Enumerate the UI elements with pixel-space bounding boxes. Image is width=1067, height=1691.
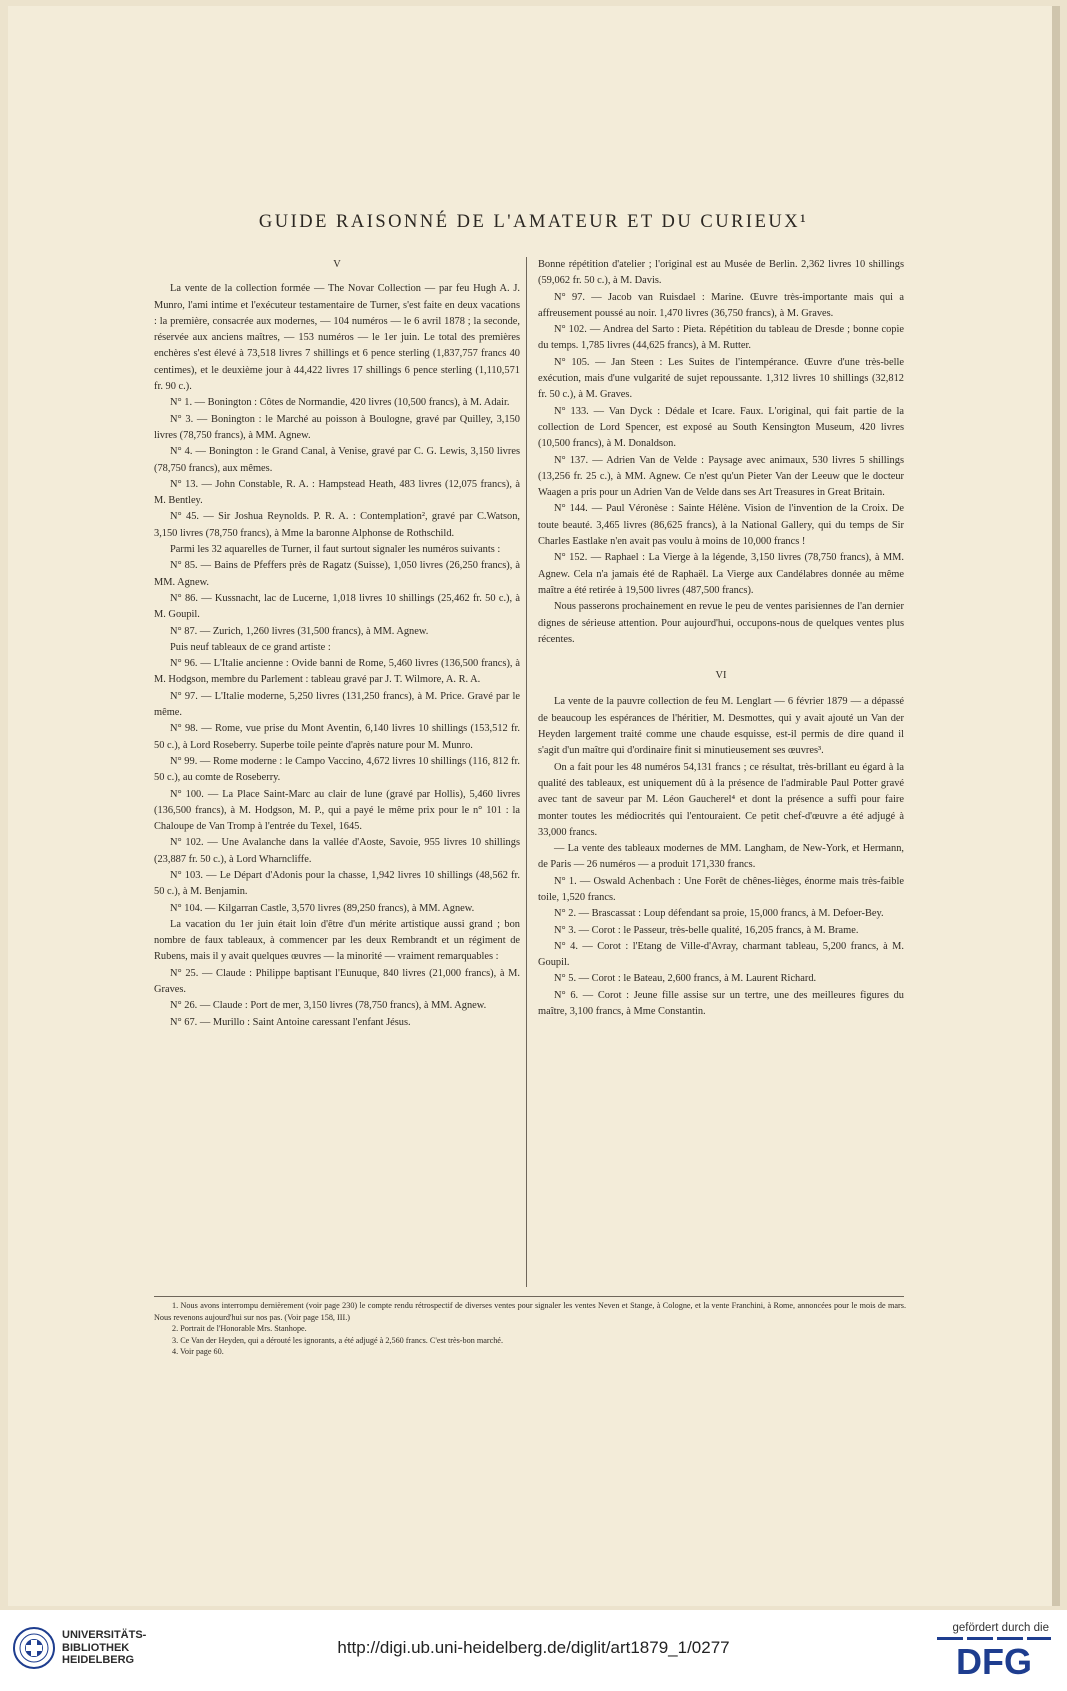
footnote: 1. Nous avons interrompu dernièrement (voir page 230) le compte rendu rétrospectif de diverses ventes pour signaler les ventes Neven et Stange, à Cologne, et la vente Franchini, à Rome, annoncées pour le mois de mars. Nous revenons aujourd'hui sur nos pas. (Voir page 158, III.) xyxy=(154,1301,906,1322)
paragraph: On a fait pour les 48 numéros 54,131 francs ; ce résultat, très-brillant eu égard à la qualité des tableaux, est uniquement dû à la présence de l'admirable Paul Potter gravé avec tant de saveur par M. Léon Gaucherel⁴ et dont la présence a suffi pour faire monter toutes les médiocrités qui l'entouraient. Ce petit chef-d'œuvre a été adjugé à 33,000 francs. xyxy=(538,761,904,838)
paragraph: N° 26. — Claude : Port de mer, 3,150 livres (78,750 francs), à MM. Agnew. xyxy=(170,1000,487,1012)
paragraph: N° 152. — Raphael : La Vierge à la légende, 3,150 livres (78,750 francs), à MM. Agnew. Cela n'a jamais été de Raphaël. La Vierge aux Candélabres donnée au même maître a été retirée à 19,500 livres (487,500 francs). xyxy=(538,552,904,596)
viewer-footer xyxy=(0,1610,1067,1691)
paragraph: N° 98. — Rome, vue prise du Mont Aventin, 6,140 livres 10 shillings (153,512 fr. 50 c.), à Lord Roseberry. Superbe toile peinte d'après nature pour M. Munro. xyxy=(154,723,520,751)
paragraph: N° 97. — Jacob van Ruisdael : Marine. Œuvre très-importante mais qui a affreusement poussé au noir. 1,470 livres (36,750 francs), à M. Graves. xyxy=(538,291,904,319)
paragraph: N° 25. — Claude : Philippe baptisant l'Eunuque, 840 livres (21,000 francs), à M. Graves. xyxy=(154,967,520,996)
paragraph: N° 4. — Corot : l'Etang de Ville-d'Avray, charmant tableau, 5,200 francs, à M. Goupil. xyxy=(538,940,904,969)
paragraph: N° 103. — Le Départ d'Adonis pour la chasse, 1,942 livres 10 shillings (48,562 fr. 50 c.), à M. Benjamin. xyxy=(154,869,520,898)
paragraph: N° 3. — Corot : le Passeur, très-belle qualité, 16,205 francs, à M. Brame. xyxy=(554,924,859,936)
paragraph: N° 67. — Murillo : Saint Antoine caressant l'enfant Jésus. xyxy=(170,1016,411,1028)
paragraph: N° 1. — Bonington : Côtes de Normandie, 420 livres (10,500 francs), à M. Adair. xyxy=(170,397,510,409)
paragraph: La vacation du 1er juin était loin d'être d'un mérite artistique aussi grand ; bon nombre de faux tableaux, à commencer par les deux Rembrandt et un régiment de Rubens, mais il y avait quelques œuvres — la minorité — vraiment remarquables : xyxy=(154,918,520,963)
paragraph: N° 104. — Kilgarran Castle, 3,570 livres (89,250 francs), à MM. Agnew. xyxy=(170,902,475,914)
paragraph: Puis neuf tableaux de ce grand artiste : xyxy=(170,641,331,653)
paragraph: N° 45. — Sir Joshua Reynolds. P. R. A. : Contemplation², gravé par C.Watson, 3,150 livres (78,750 francs), à Mme la baronne Alphonse de Rothschild. xyxy=(154,511,520,539)
footnote: 2. Portrait de l'Honorable Mrs. Stanhope. xyxy=(172,1324,307,1334)
right-column xyxy=(538,257,904,1020)
paragraph: N° 144. — Paul Véronèse : Sainte Hélène. Vision de l'invention de la Croix. De toute beauté. 3,465 livres (86,625 francs), à la National Gallery, qui du temps de Sir Charles Eastlake n'en avait pas voulu à moins de 10,000 francs ! xyxy=(538,503,904,548)
paragraph: N° 13. — John Constable, R. A. : Hampstead Heath, 483 livres (12,075 francs), à M. Bentley. xyxy=(154,478,520,507)
section-heading: V xyxy=(333,259,341,270)
paragraph: N° 87. — Zurich, 1,260 livres (31,500 francs), à MM. Agnew. xyxy=(170,625,429,637)
library-name-line: UNIVERSITÄTS- xyxy=(62,1629,147,1641)
paragraph: La vente de la pauvre collection de feu M. Lenglart — 6 février 1879 — a dépassé de beaucoup les espérances de l'héritier, M. Desmottes, qui y avait ajouté un Van der Heyden largement traité comme une chaude esquisse, est-il permis de dire quand il s'agit d'un maître qui d'ordinaire finit si minutieusement ses œuvres³. xyxy=(538,696,904,757)
page-edge xyxy=(1052,6,1060,1606)
paragraph: La vente de la collection formée — The Novar Collection — par feu Hugh A. J. Munro, l'ami intime et l'exécuteur testamentaire de Turner, s'est faite en deux vacations : la première, consacrée aux modernes, — 104 numéros — le 6 avril 1878 ; la seconde, réservée aux anciens maîtres, — 153 numéros — le 1er juin. Le total des premières enchères s'est élevé à 73,518 livres 7 shillings et 6 pence sterling (1,837,757 francs 40 centimes), et le deuxième jour à 44,422 livres 17 shillings 6 pence sterling (1,110,571 fr. 90 c.). xyxy=(154,283,520,393)
paragraph: N° 96. — L'Italie ancienne : Ovide banni de Rome, 5,460 livres (136,500 francs), à M. Hodgson, membre du Parlement : tableau gravé par J. T. Wilmore, A. R. A. xyxy=(154,658,520,686)
paragraph: N° 102. — Une Avalanche dans la vallée d'Aoste, Savoie, 955 livres 10 shillings (23,887 fr. 50 c.), à Lord Wharncliffe. xyxy=(154,837,520,865)
paragraph: N° 97. — L'Italie moderne, 5,250 livres (131,250 francs), à M. Price. Gravé par le même. xyxy=(154,690,520,719)
footnotes xyxy=(154,1300,906,1358)
left-column xyxy=(154,257,520,1031)
paragraph: N° 100. — La Place Saint-Marc au clair de lune (gravé par Hollis), 5,460 livres (136,500 francs), à M. Hodgson, M. P., qui a payé le même prix pour le n° 101 : la Chaloupe de Van Tromp à l'entrée du Texel, 1645. xyxy=(154,788,520,833)
footnote-divider xyxy=(154,1296,904,1297)
paragraph: N° 102. — Andrea del Sarto : Pieta. Répétition du tableau de Dresde ; bonne copie du temps. 1,785 livres (44,625 francs), à M. Rutter. xyxy=(538,324,904,352)
paragraph: N° 5. — Corot : le Bateau, 2,600 francs, à M. Laurent Richard. xyxy=(554,973,817,985)
paragraph: N° 105. — Jan Steen : Les Suites de l'intempérance. Œuvre d'une très-belle exécution, mais d'une vulgarité de sujet repoussante. 1,312 livres 10 shillings (32,812 fr. 50 c.), à M. Graves. xyxy=(538,356,904,401)
paragraph: N° 2. — Brascassat : Loup défendant sa proie, 15,000 francs, à M. Defoer-Bey. xyxy=(554,908,884,920)
paragraph: N° 4. — Bonington : le Grand Canal, à Venise, gravé par C. G. Lewis, 3,150 livres (78,750 francs), aux mêmes. xyxy=(154,446,520,474)
paragraph: N° 99. — Rome moderne : le Campo Vaccino, 4,672 livres 10 shillings (116, 812 fr. 50 c.), au comte de Roseberry. xyxy=(154,755,520,784)
paragraph: N° 6. — Corot : Jeune fille assise sur un tertre, une des meilleures figures du maître, 3,100 francs, à Mme Constantin. xyxy=(538,989,904,1018)
paragraph: N° 3. — Bonington : le Marché au poisson à Boulogne, gravé par Quilley, 3,150 livres (78,750 francs), à MM. Agnew. xyxy=(154,413,520,441)
paragraph: N° 85. — Bains de Pfeffers près de Ragatz (Suisse), 1,050 livres (26,250 francs), à MM. Agnew. xyxy=(154,560,520,588)
footnote: 4. Voir page 60. xyxy=(172,1347,224,1357)
paragraph: N° 1. — Oswald Achenbach : Une Forêt de chênes-lièges, énorme mais très-faible toile, 1,520 francs. xyxy=(538,875,904,903)
page-title: GUIDE RAISONNÉ DE L'AMATEUR ET DU CURIEUX¹ xyxy=(258,212,809,232)
paragraph: N° 137. — Adrien Van de Velde : Paysage avec animaux, 530 livres 5 shillings (13,256 fr. 25 c.), à MM. Agnew. Ce n'est qu'un Pieter Van der Leeuw que le docteur Waagen a pris pour un Adrien Van de Velde dans ses Art Treasures in Great Britain. xyxy=(538,454,904,499)
footnote: 3. Ce Van der Heyden, qui a dérouté les ignorants, a été adjugé à 2,560 francs. C'est très-bon marché. xyxy=(172,1335,503,1345)
paragraph: Parmi les 32 aquarelles de Turner, il faut surtout signaler les numéros suivants : xyxy=(170,544,501,556)
paragraph: — La vente des tableaux modernes de MM. Langham, de New-York, et Hermann, de Paris — 26 numéros — a produit 171,330 francs. xyxy=(538,843,904,871)
section-heading: VI xyxy=(715,670,727,682)
paragraph: N° 133. — Van Dyck : Dédale et Icare. Faux. L'original, qui fait partie de la collection de Lord Spencer, est exposé au South Kensington Museum, 420 livres (10,500 francs), à M. Donaldson. xyxy=(538,405,904,450)
dfg-logo xyxy=(937,1637,1051,1677)
paragraph: Bonne répétition d'atelier ; l'original est au Musée de Berlin. 2,362 livres 10 shillings (59,062 fr. 50 c.), à M. Davis. xyxy=(538,259,904,287)
library-name-line: HEIDELBERG xyxy=(62,1654,135,1666)
column-divider xyxy=(526,257,527,1287)
funded-by-label: gefördert durch die xyxy=(952,1622,1049,1634)
library-name-line: BIBLIOTHEK xyxy=(62,1641,130,1654)
paragraph: Nous passerons prochainement en revue le peu de ventes parisiennes de l'an dernier dignes de sérieuse attention. Pour aujourd'hui, occupons-nous de quelques ventes plus récentes. xyxy=(538,601,904,645)
permalink-url[interactable]: http://digi.ub.uni-heidelberg.de/diglit/art1879_1/0277 xyxy=(337,1638,730,1657)
dfg-logo-text: DFG xyxy=(956,1641,1032,1677)
paragraph: N° 86. — Kussnacht, lac de Lucerne, 1,018 livres 10 shillings (25,462 fr. 50 c.), à M. Goupil. xyxy=(154,592,520,621)
